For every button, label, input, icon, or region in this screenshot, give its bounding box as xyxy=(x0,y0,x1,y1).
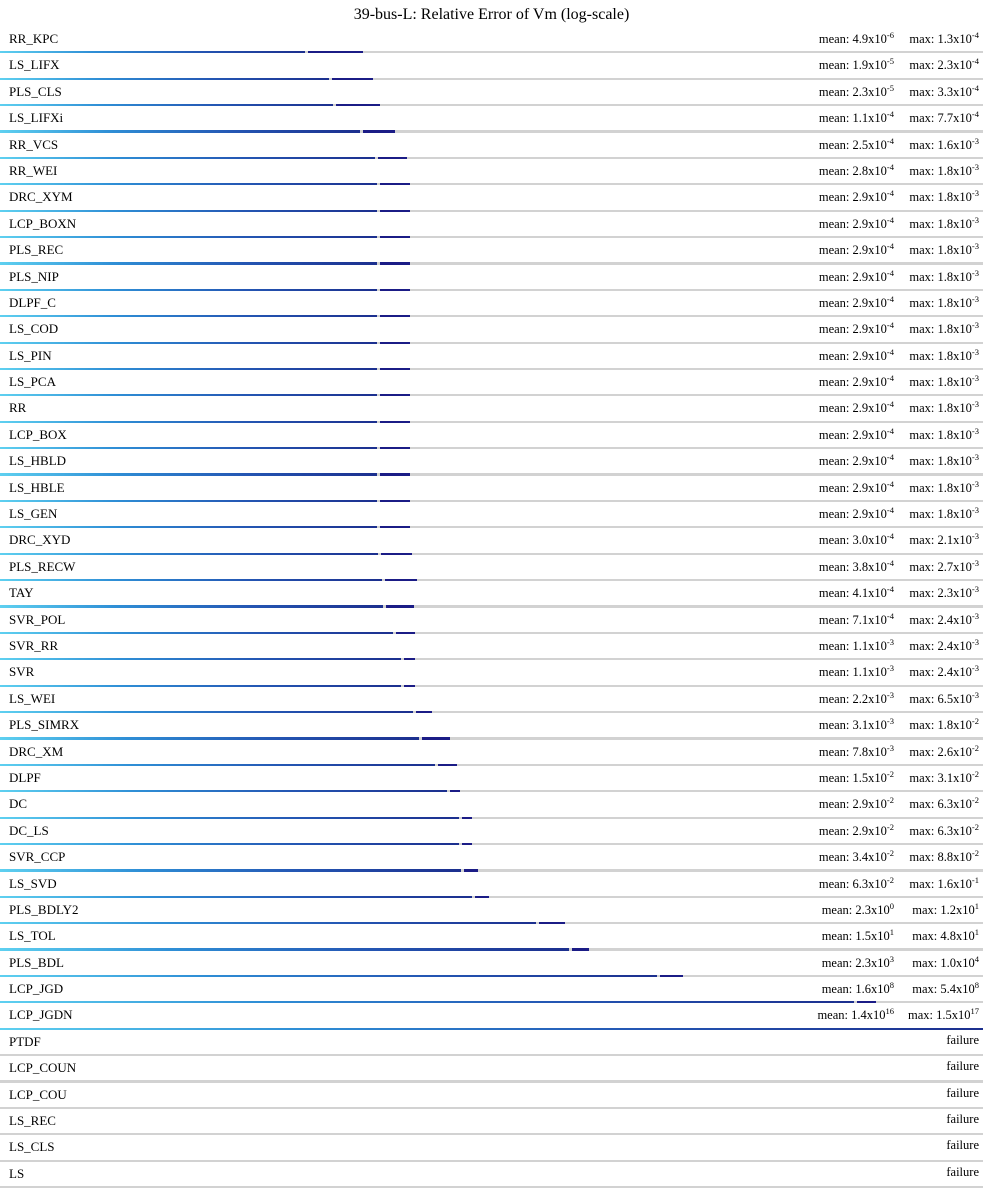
max-label-exponent: -3 xyxy=(971,452,979,463)
max-label: max: $6.3x10^{-2}$ xyxy=(909,821,979,838)
mean-label-exponent: -4 xyxy=(886,346,894,357)
max-label: max: $2.6x10^{-2}$ xyxy=(909,742,979,759)
max-label: max: $1.8x10^{-3}$ xyxy=(909,346,979,363)
mean-label-exponent: 3 xyxy=(889,953,894,964)
max-label: max: $3.1x10^{-2}$ xyxy=(909,768,979,786)
max-label: max: $6.5x10^{-3}$ xyxy=(909,689,979,706)
mean-label-exponent: -3 xyxy=(886,663,894,674)
row-separator xyxy=(0,1186,983,1188)
mean-label-exponent: 1 xyxy=(889,927,894,938)
max-label-exponent: -3 xyxy=(971,610,979,621)
max-label: max: $1.6x10^{-1}$ xyxy=(909,874,979,891)
chart-row xyxy=(0,185,983,211)
chart-row xyxy=(0,476,983,502)
failure-label: failure xyxy=(946,1112,979,1127)
mean-label: mean: $2.9x10^{-4}$ xyxy=(818,346,894,363)
max-label-exponent: -3 xyxy=(971,663,979,674)
chart-row xyxy=(0,581,983,607)
mean-label-exponent: -3 xyxy=(886,742,894,753)
max-label: max: $1.8x10^{-3}$ xyxy=(909,452,979,469)
mean-label-exponent: 0 xyxy=(889,900,894,911)
failure-label: failure xyxy=(946,1164,979,1179)
mean-label-exponent: -4 xyxy=(886,135,894,146)
mean-label-exponent: -4 xyxy=(886,241,894,252)
chart-row xyxy=(0,713,983,739)
max-label: max: $1.8x10^{-3}$ xyxy=(909,425,979,443)
mean-label: mean: $2.9x10^{-4}$ xyxy=(818,293,894,311)
method-label: LS_GEN xyxy=(9,506,58,522)
max-label-exponent: -3 xyxy=(971,373,979,384)
chart-row xyxy=(0,1003,983,1029)
mean-label: mean: $2.9x10^{-2}$ xyxy=(818,821,894,838)
max-label: max: $1.0x10^4$ xyxy=(912,953,979,970)
method-label: LS_LIFX xyxy=(9,57,60,73)
max-label-exponent: -4 xyxy=(971,30,979,40)
method-label: PTDF xyxy=(9,1033,41,1049)
chart-row xyxy=(0,792,983,818)
method-label: PLS_NIP xyxy=(9,268,59,284)
chart-row xyxy=(0,449,983,475)
max-label: max: $2.1x10^{-3}$ xyxy=(909,531,979,548)
max-label: max: $5.4x10^8$ xyxy=(912,980,979,997)
max-label-exponent: -3 xyxy=(971,188,979,199)
chart-row xyxy=(0,687,983,713)
max-label: max: $1.8x10^{-3}$ xyxy=(909,478,979,495)
max-label-exponent: -3 xyxy=(971,689,979,700)
method-label: LS_WEI xyxy=(9,690,56,706)
max-label-exponent: -3 xyxy=(971,214,979,225)
failure-label: failure xyxy=(946,1032,979,1047)
mean-label-exponent: -5 xyxy=(886,56,894,67)
mean-label-exponent: -4 xyxy=(886,320,894,331)
method-label: LS_CLS xyxy=(9,1139,55,1155)
chart-row xyxy=(0,317,983,343)
mean-label-exponent: -2 xyxy=(886,874,894,885)
mean-label: mean: $7.8x10^{-3}$ xyxy=(818,742,894,759)
method-label: LS_PCA xyxy=(9,374,56,390)
mean-label: mean: $2.9x10^{-4}$ xyxy=(818,373,894,390)
max-label: max: $1.8x10^{-3}$ xyxy=(909,188,979,205)
chart-row xyxy=(0,291,983,317)
method-label: LS_COD xyxy=(9,321,59,337)
mean-label: mean: $7.1x10^{-4}$ xyxy=(818,610,894,627)
max-label: max: $4.8x10^1$ xyxy=(912,927,979,944)
max-label-exponent: -2 xyxy=(971,742,979,753)
method-label: SVR_RR xyxy=(9,637,59,653)
max-label: max: $1.8x10^{-3}$ xyxy=(909,505,979,522)
mean-label: mean: $2.9x10^{-4}$ xyxy=(818,425,894,443)
method-label: LS_LIFXi xyxy=(9,110,64,126)
method-label: LS_TOL xyxy=(9,928,56,944)
max-label: max: $1.3x10^{-4}$ xyxy=(909,30,979,47)
max-label: max: $1.8x10^{-2}$ xyxy=(909,716,979,733)
chart-row xyxy=(0,660,983,686)
max-label-exponent: -3 xyxy=(971,399,979,410)
max-label: max: $2.3x10^{-4}$ xyxy=(909,56,979,73)
method-label: DC_LS xyxy=(9,822,49,838)
max-label: max: $2.3x10^{-3}$ xyxy=(909,584,979,601)
max-label: max: $1.8x10^{-3}$ xyxy=(909,241,979,258)
chart-row xyxy=(0,924,983,950)
mean-label: mean: $2.9x10^{-4}$ xyxy=(818,214,894,231)
max-label-exponent: 4 xyxy=(974,953,979,964)
method-label: SVR_CCP xyxy=(9,849,66,865)
mean-label-exponent: -4 xyxy=(886,452,894,463)
mean-label: mean: $3.8x10^{-4}$ xyxy=(818,557,894,574)
max-label: max: $2.4x10^{-3}$ xyxy=(909,636,979,654)
mean-label-exponent: 16 xyxy=(885,1006,894,1017)
mean-label-exponent: -2 xyxy=(886,768,894,779)
mean-label: mean: $2.9x10^{-4}$ xyxy=(818,188,894,205)
max-label-exponent: -4 xyxy=(971,82,979,93)
method-label: PLS_SIMRX xyxy=(9,717,80,733)
mean-label-exponent: -6 xyxy=(886,30,894,40)
max-label-exponent: -4 xyxy=(971,109,979,120)
mean-label-exponent: -5 xyxy=(886,82,894,93)
chart-row xyxy=(0,898,983,924)
method-label: RR xyxy=(9,400,27,416)
chart-rows xyxy=(0,27,983,1188)
chart-row xyxy=(0,27,983,53)
method-label: LS_SVD xyxy=(9,875,57,891)
method-label: PLS_CLS xyxy=(9,83,62,99)
max-label: max: $2.7x10^{-3}$ xyxy=(909,557,979,574)
mean-label: mean: $1.1x10^{-4}$ xyxy=(818,109,894,126)
mean-label: mean: $2.9x10^{-2}$ xyxy=(818,795,894,812)
method-label: SVR_POL xyxy=(9,611,66,627)
method-label: DLPF_C xyxy=(9,294,56,310)
method-label: DRC_XYD xyxy=(9,532,71,548)
mean-label: mean: $2.9x10^{-4}$ xyxy=(818,452,894,469)
chart-row xyxy=(0,1030,983,1056)
max-label: max: $1.8x10^{-3}$ xyxy=(909,214,979,231)
mean-label: mean: $2.3x10^0$ xyxy=(821,900,894,918)
max-label-exponent: 1 xyxy=(974,900,979,911)
chart-row xyxy=(0,53,983,79)
mean-label-exponent: 8 xyxy=(889,980,894,991)
mean-label-exponent: -4 xyxy=(886,267,894,278)
mean-label-exponent: -4 xyxy=(886,425,894,436)
max-label-exponent: -3 xyxy=(971,293,979,304)
max-label: max: $1.8x10^{-3}$ xyxy=(909,373,979,390)
mean-label: mean: $6.3x10^{-2}$ xyxy=(818,874,894,891)
method-label: LS_REC xyxy=(9,1113,56,1129)
mean-label-exponent: -3 xyxy=(886,716,894,727)
max-label: max: $1.8x10^{-3}$ xyxy=(909,161,979,179)
chart-row xyxy=(0,977,983,1003)
max-label: max: $1.8x10^{-3}$ xyxy=(909,399,979,416)
max-label: max: $1.8x10^{-3}$ xyxy=(909,293,979,311)
mean-label-exponent: -4 xyxy=(886,188,894,199)
chart-row xyxy=(0,766,983,792)
max-label-exponent: -3 xyxy=(971,161,979,172)
max-label-exponent: -3 xyxy=(971,584,979,595)
mean-label: mean: $2.5x10^{-4}$ xyxy=(818,135,894,152)
max-label: max: $8.8x10^{-2}$ xyxy=(909,848,979,865)
max-label: max: $1.8x10^{-3}$ xyxy=(909,320,979,337)
chart-row xyxy=(0,555,983,581)
method-label: TAY xyxy=(9,585,34,601)
mean-label: mean: $1.1x10^{-3}$ xyxy=(818,663,894,680)
method-label: DRC_XM xyxy=(9,743,64,759)
method-label: LCP_BOX xyxy=(9,426,67,442)
method-label: LCP_JGDN xyxy=(9,1007,73,1023)
failure-label: failure xyxy=(946,1138,979,1153)
chart-row xyxy=(0,1109,983,1135)
chart-row xyxy=(0,740,983,766)
mean-label-exponent: -2 xyxy=(886,795,894,806)
mean-label-exponent: -2 xyxy=(886,848,894,859)
method-label: LCP_COU xyxy=(9,1086,67,1102)
chart-row xyxy=(0,819,983,845)
chart-row xyxy=(0,212,983,238)
chart-row xyxy=(0,608,983,634)
chart-row xyxy=(0,106,983,132)
failure-label: failure xyxy=(946,1085,979,1100)
max-label-exponent: -3 xyxy=(971,320,979,331)
chart-row xyxy=(0,502,983,528)
chart-row xyxy=(0,396,983,422)
max-label: max: $2.4x10^{-3}$ xyxy=(909,663,979,680)
max-label-exponent: 8 xyxy=(974,980,979,991)
mean-label: mean: $2.9x10^{-4}$ xyxy=(818,478,894,495)
mean-label-exponent: -4 xyxy=(886,214,894,225)
method-label: PLS_RECW xyxy=(9,558,76,574)
max-label-exponent: -3 xyxy=(971,505,979,516)
max-label: max: $2.4x10^{-3}$ xyxy=(909,610,979,627)
method-label: LS_HBLE xyxy=(9,479,65,495)
max-label-exponent: -2 xyxy=(971,768,979,779)
chart-row xyxy=(0,1083,983,1109)
method-label: SVR xyxy=(9,664,35,680)
method-label: LCP_COUN xyxy=(9,1060,77,1076)
max-label: max: $1.6x10^{-3}$ xyxy=(909,135,979,152)
mean-label: mean: $4.9x10^{-6}$ xyxy=(818,30,894,47)
chart-row xyxy=(0,265,983,291)
mean-label: mean: $2.8x10^{-4}$ xyxy=(818,161,894,179)
method-label: DLPF xyxy=(9,769,41,785)
max-label-exponent: 1 xyxy=(974,927,979,938)
max-label-exponent: -3 xyxy=(971,557,979,568)
mean-label-exponent: -4 xyxy=(886,505,894,516)
max-label-exponent: -2 xyxy=(971,848,979,859)
method-label: LS xyxy=(9,1165,25,1181)
method-label: PLS_BDLY2 xyxy=(9,901,79,917)
method-label: LS_HBLD xyxy=(9,453,67,469)
chart-row xyxy=(0,845,983,871)
max-label-exponent: -3 xyxy=(971,346,979,357)
chart-row xyxy=(0,159,983,185)
max-label-exponent: -1 xyxy=(971,874,979,885)
mean-label: mean: $2.9x10^{-4}$ xyxy=(818,241,894,258)
chart-row xyxy=(0,423,983,449)
mean-label-exponent: -4 xyxy=(886,478,894,489)
max-label-exponent: -3 xyxy=(971,636,979,647)
chart-row xyxy=(0,528,983,554)
mean-label-exponent: -2 xyxy=(886,821,894,832)
mean-label-exponent: -4 xyxy=(886,109,894,120)
mean-label: mean: $2.2x10^{-3}$ xyxy=(818,689,894,706)
chart-row xyxy=(0,1135,983,1161)
mean-label: mean: $1.1x10^{-3}$ xyxy=(818,636,894,654)
max-label: max: $7.7x10^{-4}$ xyxy=(909,109,979,126)
chart-row xyxy=(0,133,983,159)
method-label: DRC_XYM xyxy=(9,189,73,205)
chart-row xyxy=(0,370,983,396)
chart-row xyxy=(0,238,983,264)
chart-title: 39-bus-L: Relative Error of Vm (log-scale) xyxy=(353,6,630,23)
method-label: PLS_REC xyxy=(9,242,64,258)
max-label-exponent: -2 xyxy=(971,716,979,727)
mean-label: mean: $1.4x10^{16}$ xyxy=(817,1006,894,1023)
mean-label-exponent: -4 xyxy=(886,161,894,172)
max-label-exponent: -3 xyxy=(971,531,979,542)
max-label: max: $1.8x10^{-3}$ xyxy=(909,267,979,284)
chart-row xyxy=(0,951,983,977)
mean-label: mean: $3.1x10^{-3}$ xyxy=(818,716,894,733)
chart-row xyxy=(0,634,983,660)
mean-label: mean: $1.9x10^{-5}$ xyxy=(818,56,894,73)
max-label: max: $6.3x10^{-2}$ xyxy=(909,795,979,812)
method-label: PLS_BDL xyxy=(9,954,64,970)
mean-label: mean: $3.4x10^{-2}$ xyxy=(818,848,894,865)
mean-label-exponent: -4 xyxy=(886,373,894,384)
chart-row xyxy=(0,1056,983,1082)
max-label-exponent: 17 xyxy=(970,1006,979,1017)
max-label: max: $3.3x10^{-4}$ xyxy=(909,82,979,99)
chart-row xyxy=(0,872,983,898)
method-label: RR_VCS xyxy=(9,136,59,152)
mean-label: mean: $1.5x10^1$ xyxy=(821,927,894,944)
max-label: max: $1.5x10^{17}$ xyxy=(908,1006,979,1023)
mean-label-exponent: -4 xyxy=(886,610,894,621)
mean-label: mean: $3.0x10^{-4}$ xyxy=(818,531,894,548)
chart-row xyxy=(0,1162,983,1188)
max-label-exponent: -3 xyxy=(971,478,979,489)
max-label-exponent: -2 xyxy=(971,821,979,832)
mean-label: mean: $4.1x10^{-4}$ xyxy=(818,584,894,601)
mean-label-exponent: -3 xyxy=(886,636,894,647)
mean-label: mean: $1.5x10^{-2}$ xyxy=(818,768,894,786)
mean-label-exponent: -4 xyxy=(886,399,894,410)
max-label: max: $1.2x10^1$ xyxy=(912,900,979,918)
mean-label: mean: $2.9x10^{-4}$ xyxy=(818,505,894,522)
max-label-exponent: -3 xyxy=(971,241,979,252)
mean-label-exponent: -4 xyxy=(886,557,894,568)
mean-label-exponent: -4 xyxy=(886,293,894,304)
mean-label: mean: $2.3x10^{-5}$ xyxy=(818,82,894,99)
mean-label-exponent: -4 xyxy=(886,531,894,542)
mean-label: mean: $2.9x10^{-4}$ xyxy=(818,267,894,284)
mean-label: mean: $2.9x10^{-4}$ xyxy=(818,320,894,337)
max-label-exponent: -4 xyxy=(971,56,979,67)
mean-label: mean: $1.6x10^8$ xyxy=(821,980,894,997)
chart-row xyxy=(0,80,983,106)
max-label-exponent: -3 xyxy=(971,135,979,146)
method-label: LS_PIN xyxy=(9,347,52,363)
method-label: LCP_JGD xyxy=(9,981,64,997)
method-label: DC xyxy=(9,796,28,812)
max-label-exponent: -3 xyxy=(971,267,979,278)
chart-row xyxy=(0,344,983,370)
max-label-exponent: -2 xyxy=(971,795,979,806)
failure-label: failure xyxy=(946,1059,979,1074)
max-label-exponent: -3 xyxy=(971,425,979,436)
mean-label: mean: $2.3x10^3$ xyxy=(821,953,894,970)
method-label: LCP_BOXN xyxy=(9,215,77,231)
mean-label-exponent: -3 xyxy=(886,689,894,700)
mean-label: mean: $2.9x10^{-4}$ xyxy=(818,399,894,416)
method-label: RR_WEI xyxy=(9,162,58,178)
method-label: RR_KPC xyxy=(9,31,59,46)
mean-label-exponent: -4 xyxy=(886,584,894,595)
